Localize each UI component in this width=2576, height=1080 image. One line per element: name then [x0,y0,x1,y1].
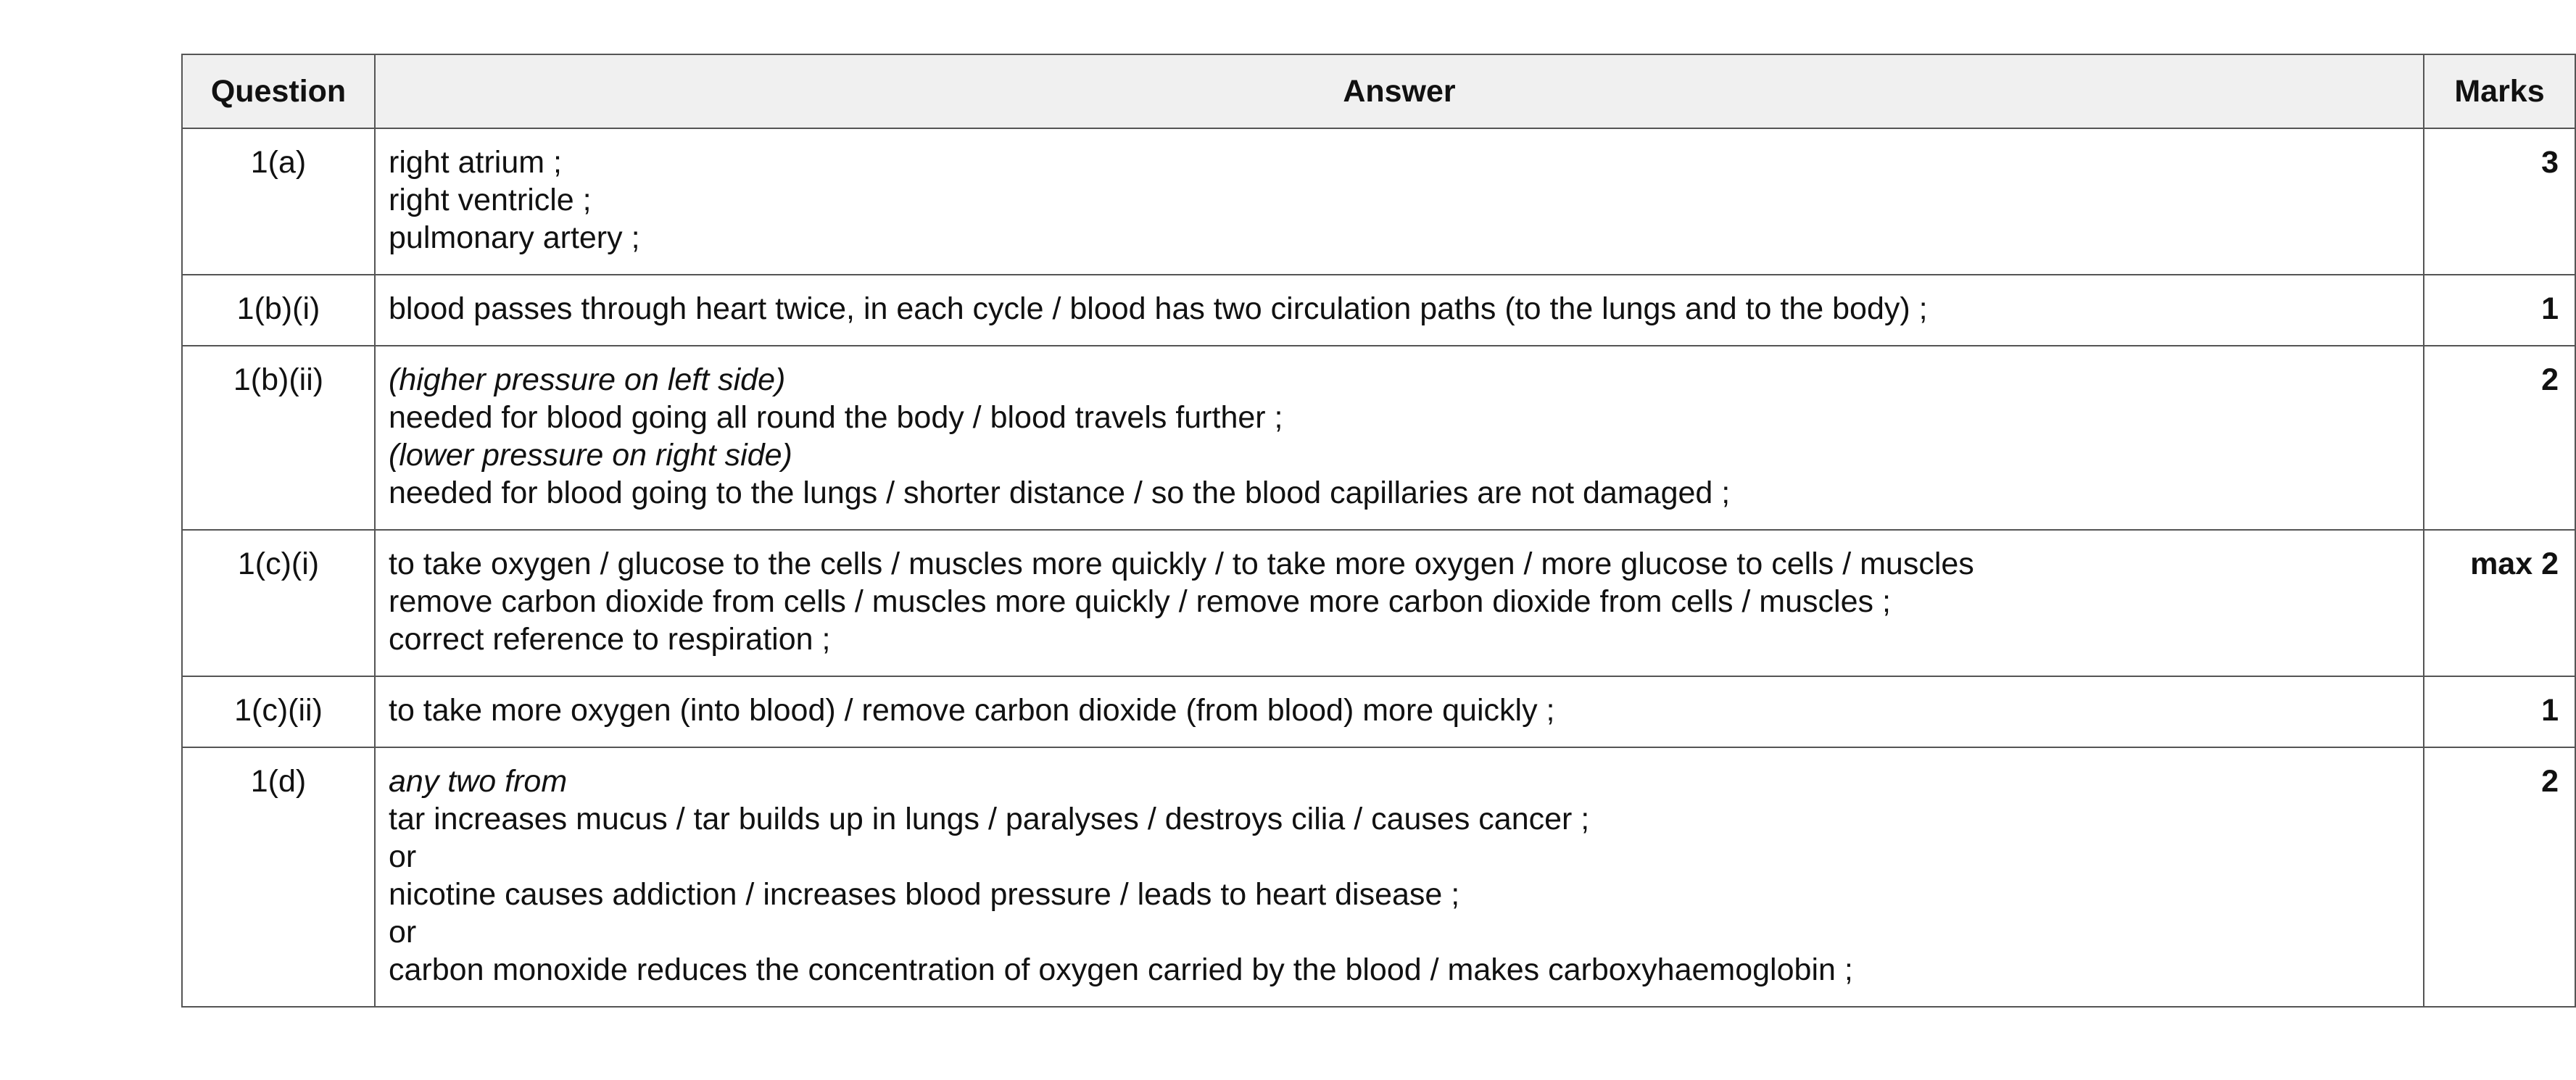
answer-guidance-line: (lower pressure on right side) [389,438,792,473]
table-body [182,128,2575,1007]
marks-cell: 1 [2424,275,2575,346]
table-row [182,530,2575,676]
answer-line: blood passes through heart twice, in each cycle / blood has two circulation paths (to the lungs and to the body) ; [389,291,1928,326]
answer-line: to take oxygen / glucose to the cells / muscles more quickly / to take more oxygen / more glucose to cells / muscles [389,547,1974,581]
question-number-cell: 1(b)(i) [182,275,375,346]
marks-cell: 2 [2424,747,2575,1007]
header-row [182,54,2575,128]
answer-line: remove carbon dioxide from cells / muscles more quickly / remove more carbon dioxide from cells / muscles ; [389,584,1891,619]
question-number-cell: 1(c)(ii) [182,676,375,747]
marks-cell: 3 [2424,128,2575,275]
answer-guidance-line: (higher pressure on left side) [389,362,786,397]
answer-cell [375,747,2424,1007]
marks-column-header: Marks [2424,54,2575,128]
answer-line: or [389,839,417,874]
table-row [182,747,2575,1007]
table-row [182,676,2575,747]
answer-cell [375,128,2424,275]
answer-cell [375,275,2424,346]
answer-line: pulmonary artery ; [389,220,640,255]
answer-column-header: Answer [375,54,2424,128]
answer-line: to take more oxygen (into blood) / remove carbon dioxide (from blood) more quickly ; [389,693,1555,728]
question-number-cell: 1(c)(i) [182,530,375,676]
answer-cell [375,530,2424,676]
mark-scheme-table [181,54,2576,1008]
marks-cell: 1 [2424,676,2575,747]
answer-line: tar increases mucus / tar builds up in lungs / paralyses / destroys cilia / causes cancer ; [389,802,1590,836]
table-row [182,275,2575,346]
answer-line: needed for blood going all round the body / blood travels further ; [389,400,1283,435]
marks-cell: max 2 [2424,530,2575,676]
table-row [182,128,2575,275]
answer-cell [375,676,2424,747]
answer-cell [375,346,2424,530]
answer-line: correct reference to respiration ; [389,622,831,657]
question-number-cell: 1(d) [182,747,375,1007]
question-column-header: Question [182,54,375,128]
answer-line: right ventricle ; [389,183,592,217]
marks-cell: 2 [2424,346,2575,530]
answer-line: or [389,915,417,950]
answer-line: nicotine causes addiction / increases blood pressure / leads to heart disease ; [389,877,1460,912]
answer-line: right atrium ; [389,145,562,180]
table-row [182,346,2575,530]
answer-guidance-line: any two from [389,764,568,799]
answer-line: carbon monoxide reduces the concentration of oxygen carried by the blood / makes carboxyhaemoglobin ; [389,952,1853,987]
question-number-cell: 1(a) [182,128,375,275]
question-number-cell: 1(b)(ii) [182,346,375,530]
answer-line: needed for blood going to the lungs / shorter distance / so the blood capillaries are not damaged ; [389,475,1731,510]
